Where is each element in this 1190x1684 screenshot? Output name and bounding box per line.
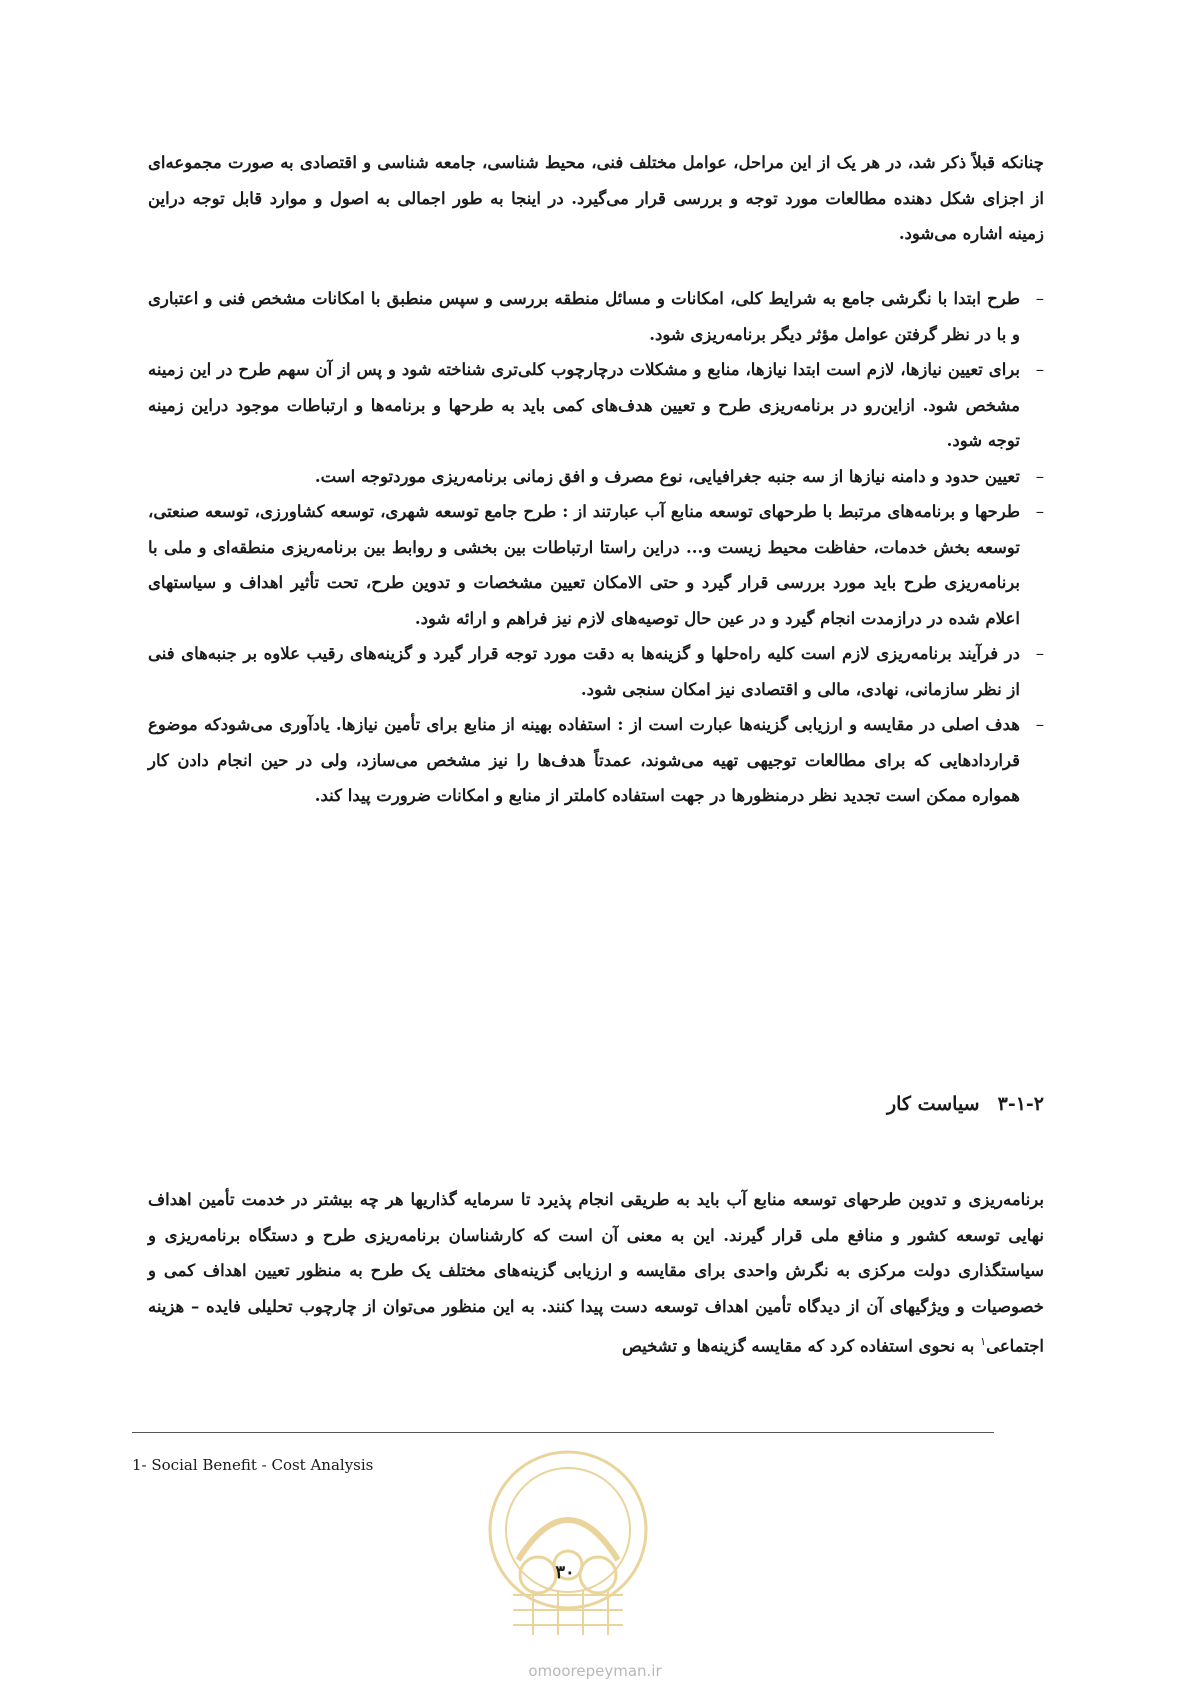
policy-paragraph-end: به نحوی استفاده کرد که مقایسه گزینه‌ها و تشخیص (621, 1336, 981, 1356)
watermark: omoorepeyman.ir (528, 1662, 662, 1680)
list-item-text: تعیین حدود و دامنه نیازها از سه جنبه جغرافیایی، نوع مصرف و افق زمانی برنامه‌ریزی موردتوجه است. (314, 466, 1020, 486)
section-title: سیاست کار (886, 1093, 980, 1115)
list-item-text: در فرآیند برنامه‌ریزی لازم است کلیه راه‌حلها و گزینه‌ها به دقت مورد توجه قرار گیرد و گزینه‌های رقیب علاوه بر جنبه‌های فنی از نظر سازمانی، نهادی، مالی و اقتصادی نیز امکان سنجی شود. (148, 644, 1020, 699)
bullet-dash: – (1035, 715, 1044, 734)
policy-paragraph (148, 1182, 1044, 1364)
list-item (148, 494, 1044, 636)
intro-paragraph: چنانکه قبلاً ذکر شد، در هر یک از این مراحل، عوامل مختلف فنی، محیط شناسی، جامعه شناسی و اقتصادی به صورت مجموعه‌ای از اجزای شکل دهنده مطالعات مورد توجه و بررسی قرار می‌گیرد. در اینجا به طور اجمالی به اصول و موارد قابل توجه دراین زمینه اشاره می‌شود. (148, 153, 1044, 243)
policy-paragraph-text: برنامه‌ریزی و تدوین طرحهای توسعه منابع آب باید به طریقی انجام پذیرد تا سرمایه گذاریها هر چه بیشتر در خدمت تأمین اهداف نهایی توسعه کشور و منافع ملی قرار گیرند. این به معنی آن است که کارشناسان برنامه‌ریزی طرح و دستگاه برنامه‌ریزی و سیاستگذاری دولت مرکزی به نگرش واحدی برای مقایسه و ارزیابی گزینه‌های مختلف یک طرح به منظور تعیین اهداف کمی و خصوصیات و ویژگیهای آن از دیدگاه تأمین اهداف توسعه دست پیدا کنند. به این منظور می‌توان از چارچوب تحلیلی فایده – هزینه اجتماعی (148, 1190, 1044, 1356)
footnote-reference[interactable]: ۱ (980, 1335, 987, 1348)
bullet-dash: – (1035, 502, 1044, 521)
bullet-dash: – (1035, 289, 1044, 308)
footnote: 1- Social Benefit - Cost Analysis (132, 1456, 374, 1474)
list-item (148, 352, 1044, 459)
list-item-text: برای تعیین نیازها، لازم است ابتدا نیازها، منابع و مشکلات درچارچوب کلی‌تری شناخته شود و پس از آن سهم طرح در این زمینه مشخص شود. ازاین‌رو در برنامه‌ریزی طرح و تعیین هدف‌های کمی باید به طرحها و برنامه‌ها و ارتباطات موجود دراین زمینه توجه شود. (148, 360, 1020, 450)
section-number: ۳-۱-۲ (997, 1093, 1044, 1115)
list-item (148, 636, 1044, 707)
page-number: ۳۰ (555, 1562, 575, 1583)
list-item-text: طرحها و برنامه‌های مرتبط با طرحهای توسعه منابع آب عبارتند از : طرح جامع توسعه شهری، توسعه کشاورزی، توسعه صنعتی، توسعه بخش خدمات، حفاظت محیط زیست و... دراین راستا ارتباطات بین بخشی و روابط بین برنامه‌ریزی منطقه‌ای و ملی با برنامه‌ریزی طرح باید مورد بررسی قرار گیرد و حتی الامکان تعیین مشخصات و تدوین طرح، تحت تأثیر اهداف و سیاستهای اعلام شده در درازمدت انجام گیرد و در عین حال توصیه‌های لازم نیز فراهم و ارائه شود. (148, 502, 1020, 628)
list-item-text: طرح ابتدا با نگرشی جامع به شرایط کلی، امکانات و مسائل منطقه بررسی و سپس منطبق با امکانات مشخص فنی و اعتباری و با در نظر گرفتن عوامل مؤثر دیگر برنامه‌ریزی شود. (148, 289, 1020, 344)
requirements-list (148, 281, 1044, 814)
section-heading (887, 1093, 1044, 1115)
list-item (148, 707, 1044, 814)
footnote-divider (132, 1432, 994, 1433)
list-item (148, 281, 1044, 352)
bullet-dash: – (1035, 644, 1044, 663)
bullet-dash: – (1035, 360, 1044, 379)
bullet-dash: – (1035, 466, 1044, 486)
list-item (148, 459, 1044, 495)
list-item-text: هدف اصلی در مقایسه و ارزیابی گزینه‌ها عبارت است از : استفاده بهینه از منابع برای تأمین نیازها. یادآوری می‌شودکه موضوع قراردادهایی که برای مطالعات توجیهی تهیه می‌شوند، عمدتاً هدف‌ها را نیز مشخص می‌سازد، ولی در حین انجام دادن کار همواره ممکن است تجدید نظر درمنظورها در جهت استفاده کاملتر از منابع و امکانات ضرورت پیدا کند. (148, 715, 1020, 805)
publisher-seal-logo (478, 1440, 658, 1640)
